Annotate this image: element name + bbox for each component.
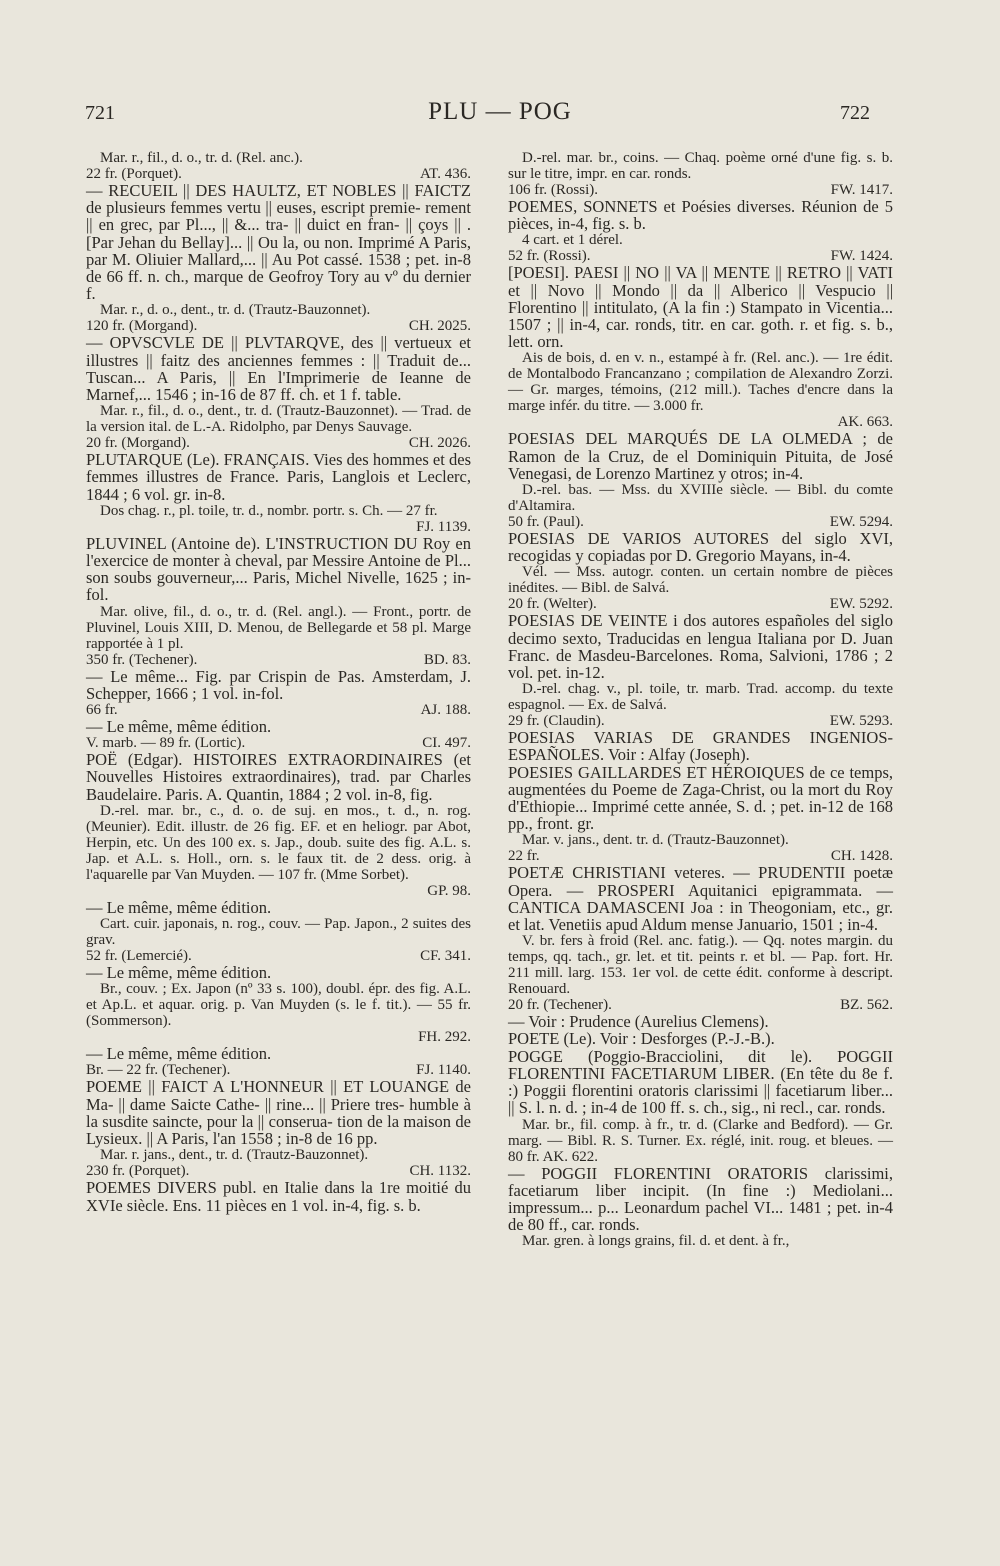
sale-reference: EW. 5292. bbox=[829, 596, 893, 613]
price-line bbox=[508, 414, 893, 430]
catalog-entry: POETÆ CHRISTIANI veteres. — PRUDENTII poetæ Opera. — PROSPERI Aquitanici epigrammata. — CANTICA DAMASCENI Joa : in Theogoniam, etc., gr. et lat. Venetiis apud Aldum mense Januario, 1501 ; in-4. bbox=[508, 863, 893, 935]
catalog-entry: POESIAS DEL MARQUÉS DE LA OLMEDA ; de Ramon de la Cruz, de el Dominiquin Pituita, de José Venegasi, de Lorenzo Martinez y otros; in-4. bbox=[508, 429, 893, 483]
entry-note: Mar. r. jans., dent., tr. d. (Trautz-Bauzonnet). bbox=[100, 1147, 369, 1164]
entry-note: D.-rel. bas. — Mss. du XVIIIe siècle. — Bibl. du comte d'Altamira. bbox=[508, 482, 893, 515]
sale-reference: FW. 1417. bbox=[830, 182, 893, 198]
sale-reference: BD. 83. bbox=[423, 651, 471, 668]
price-buyer: 20 fr. (Techener). bbox=[508, 997, 612, 1014]
price-line bbox=[86, 883, 471, 899]
price-line bbox=[508, 248, 893, 264]
price-line bbox=[508, 596, 893, 612]
catalog-entry: POESIAS DE VARIOS AUTORES del siglo XVI, recogidas y copiadas por D. Gregorio Mayans, in-4. bbox=[508, 529, 893, 566]
entry-note: Vél. — Mss. autogr. conten. un certain nombre de pièces inédites. — Bibl. de Salvá. bbox=[508, 564, 893, 597]
price-buyer: 52 fr. (Lemercié). bbox=[86, 948, 192, 965]
entry-note: Mar. gren. à longs grains, fil. d. et dent. à fr., bbox=[522, 1233, 790, 1250]
price-line bbox=[508, 713, 893, 729]
right-page-number: 722 bbox=[840, 102, 870, 124]
entry-note: Mar. r., d. o., dent., tr. d. (Trautz-Bauzonnet). bbox=[100, 302, 371, 319]
sale-reference: AK. 663. bbox=[837, 414, 893, 431]
sale-reference: BZ. 562. bbox=[840, 997, 893, 1014]
entry-note: Cart. cuir. japonais, n. rog., couv. — Pap. Japon., 2 suites des grav. bbox=[86, 916, 471, 949]
price-buyer: 20 fr. (Welter). bbox=[508, 596, 597, 613]
sale-reference: FW. 1424. bbox=[830, 248, 893, 265]
price-line bbox=[86, 735, 471, 751]
sale-reference: FJ. 1140. bbox=[416, 1062, 471, 1079]
entry-note: Dos chag. r., pl. toile, tr. d., nombr. portr. s. Ch. — 27 fr. bbox=[100, 502, 438, 519]
catalog-entry: — Le même, même édition. bbox=[86, 963, 272, 983]
sale-reference: CI. 497. bbox=[422, 735, 471, 752]
price-line bbox=[508, 514, 893, 530]
entry-note: Mar. r., fil., d. o., dent., tr. d. (Trautz-Bauzonnet). — Trad. de la version ital. de L.-A. Ridolpho, par Denys Sauvage. bbox=[86, 403, 471, 436]
catalog-entry: POETE (Le). Voir : Desforges (P.-J.-B.). bbox=[508, 1029, 775, 1049]
price-line bbox=[86, 1062, 471, 1078]
entry-note: V. br. fers à froid (Rel. anc. fatig.). — Qq. notes margin. du temps, qq. tach., gr. let. et tit. peints r. et bl. — Pap. fort. Hr. 211 mill. larg. 153. 1er vol. de cette édit. conforme à descript. Renouard. bbox=[508, 933, 893, 998]
left-column bbox=[86, 150, 471, 1214]
left-page-number: 721 bbox=[85, 102, 115, 124]
catalog-entry: — Le même, même édition. bbox=[86, 717, 272, 737]
price-line bbox=[86, 702, 471, 718]
entry-note: D.-rel. chag. v., pl. toile, tr. marb. Trad. accomp. du texte espagnol. — Ex. de Salvá. bbox=[508, 681, 893, 714]
price-buyer: 52 fr. (Rossi). bbox=[508, 248, 591, 265]
price-buyer: 350 fr. (Techener). bbox=[86, 651, 198, 668]
catalog-entry: — POGGII FLORENTINI ORATORIS clarissimi, facetiarum liber incipit. (In fine :) Mediolani... impressum... p... Leonardum pachel VI... 1481 ; pet. in-4 de 80 ff., car. ronds. bbox=[508, 1163, 893, 1235]
price-line bbox=[86, 519, 471, 535]
catalog-entry: — RECUEIL || DES HAULTZ, ET NOBLES || FAICTZ de plusieurs femmes vertu || euses, escript premie- rement || en grec, par Pl..., || &... tra- || duict en fran- || çoys || . [Par Jehan du Bellay]... || Ou la, ou non. Imprimé A Paris, par M. Oliuier Mallard,... || Au Pot cassé. 1538 ; pet. in-8 de 66 ff. n. ch., marque de Geofroy Tory au vº du dernier f. bbox=[86, 181, 471, 304]
catalog-entry: — Le même, même édition. bbox=[86, 897, 272, 917]
sale-reference: AT. 436. bbox=[420, 166, 471, 182]
sale-reference: AJ. 188. bbox=[420, 702, 471, 719]
price-line bbox=[86, 948, 471, 964]
sale-reference: CH. 1132. bbox=[409, 1163, 471, 1180]
sale-reference: EW. 5293. bbox=[829, 713, 893, 730]
running-title: PLU — POG bbox=[428, 98, 572, 125]
catalog-entry: POEME || FAICT A L'HONNEUR || ET LOUANGE de Ma- || dame Saicte Cathe- || rine... || Priere tres- humble à la susdite saincte, pour la || conserua- tion de la maison de Lysieux. || A Paris, l'an 1558 ; in-8 de 16 pp. bbox=[86, 1077, 471, 1149]
entry-note: 4 cart. et 1 dérel. bbox=[522, 232, 623, 249]
price-buyer: 29 fr. (Claudin). bbox=[508, 713, 605, 730]
entry-note: Ais de bois, d. en v. n., estampé à fr. (Rel. anc.). — 1re édit. de Montalbodo Francanzano ; compilation de Alexandro Zorzi. — Gr. marges, témoins, (212 mill.). Taches d'encre dans la marge infér. du titre. — 3.000 fr. bbox=[508, 350, 893, 415]
entry-note: D.-rel. mar. br., c., d. o. de suj. en mos., t. d., n. rog. (Meunier). Edit. illustr. de 26 fig. EF. et en heliogr. par Abot, Herpin, etc. Un des 100 ex. s. Jap., doub. suite des fig. A.L. s. Jap. et A.L. s. Holl., orn. s. le faux tit. de 2 dess. orig. à l'aquarelle par Van Muyden. — 107 fr. (Mme Sorbet). bbox=[86, 802, 471, 883]
catalog-entry: — Le même... Fig. par Crispin de Pas. Amsterdam, J. Schepper, 1666 ; 1 vol. in-fol. bbox=[86, 666, 471, 703]
price-line bbox=[86, 318, 471, 334]
catalog-entry: POESIAS DE VEINTE i dos autores españoles del siglo decimo sexto, Traducidas en lengua Italiana por D. Juan Franc. de Masdeu-Barcelones. Roma, Salvioni, 1786 ; 2 vol. pet. in-12. bbox=[508, 611, 893, 683]
price-buyer: V. marb. — 89 fr. (Lortic). bbox=[86, 735, 246, 752]
price-line bbox=[508, 182, 893, 198]
price-buyer: Br. — 22 fr. (Techener). bbox=[86, 1062, 231, 1079]
sale-reference: CF. 341. bbox=[420, 948, 471, 965]
price-buyer: 22 fr. bbox=[508, 848, 540, 865]
price-line bbox=[508, 997, 893, 1013]
entry-note: Mar. br., fil. comp. à fr., tr. d. (Clarke and Bedford). — Gr. marg. — Bibl. R. S. Turner. Ex. réglé, init. roug. et bleues. — 80 fr. AK. 622. bbox=[508, 1116, 893, 1165]
sale-reference: CH. 1428. bbox=[830, 848, 893, 865]
catalog-entry: POEMES DIVERS publ. en Italie dans la 1re moitié du XVIe siècle. Ens. 11 pièces en 1 vol. in-4, fig. s. b. bbox=[86, 1178, 471, 1215]
sale-reference: CH. 2026. bbox=[408, 435, 471, 452]
sale-reference: EW. 5294. bbox=[829, 514, 893, 531]
price-buyer: 120 fr. (Morgand). bbox=[86, 318, 198, 335]
price-buyer: 20 fr. (Morgand). bbox=[86, 435, 190, 452]
price-line bbox=[86, 1163, 471, 1179]
price-line bbox=[86, 435, 471, 451]
entry-note: D.-rel. mar. br., coins. — Chaq. poème orné d'une fig. s. b. sur le titre, impr. en car. ronds. bbox=[508, 150, 893, 182]
catalog-entry: POEMES, SONNETS et Poésies diverses. Réunion de 5 pièces, in-4, fig. s. b. bbox=[508, 197, 893, 234]
price-buyer: 50 fr. (Paul). bbox=[508, 514, 584, 531]
sale-reference: FH. 292. bbox=[418, 1029, 471, 1046]
right-column bbox=[508, 150, 893, 1249]
entry-note: Mar. olive, fil., d. o., tr. d. (Rel. angl.). — Front., portr. de Pluvinel, Louis XIII, D. Menou, de Bellegarde et 58 pl. Marge rapportée à 1 pl. bbox=[86, 603, 471, 652]
entry-note: Mar. v. jans., dent. tr. d. (Trautz-Bauzonnet). bbox=[522, 832, 789, 849]
catalog-entry: POË (Edgar). HISTOIRES EXTRAORDINAIRES (et Nouvelles Histoires extraordinaires), trad. par Charles Baudelaire. Paris. A. Quantin, 1884 ; 2 vol. in-8, fig. bbox=[86, 750, 471, 804]
sale-reference: CH. 2025. bbox=[408, 318, 471, 335]
price-buyer: 22 fr. (Porquet). bbox=[86, 166, 182, 182]
catalog-entry: [POESI]. PAESI || NO || VA || MENTE || RETRO || VATI et || Novo || Mondo || da || Alberico || Vespucio || Florentino || intitulato, (A la fin :) Stampato in Vicentia... 1507 ; || in-4, car. ronds, titr. en car. goth. r. et fig. s. b., lett. orn. bbox=[508, 263, 893, 352]
catalog-entry: POESIAS VARIAS DE GRANDES INGENIOS-ESPAÑOLES. Voir : Alfay (Joseph). bbox=[508, 728, 893, 765]
price-line bbox=[86, 652, 471, 668]
catalog-entry: — OPVSCVLE DE || PLVTARQVE, des || vertueux et illustres || faitz des anciennes femmes : || Traduit de... Tuscan... A Paris, || En l'Imprimerie de Ieanne de Marnef,... 1546 ; in-16 de 87 ff. ch. et 1 f. table. bbox=[86, 333, 471, 405]
price-buyer: 230 fr. (Porquet). bbox=[86, 1163, 190, 1180]
catalog-entry: — Le même, même édition. bbox=[86, 1044, 272, 1064]
catalog-entry: PLUTARQUE (Le). FRANÇAIS. Vies des hommes et des femmes illustres de France. Paris, Langlois et Leclerc, 1844 ; 6 vol. gr. in-8. bbox=[86, 450, 471, 504]
catalog-entry: PLUVINEL (Antoine de). L'INSTRUCTION DU Roy en l'exercice de monter à cheval, par Messire Antoine de Pl... son soubs gouverneur,... Paris, Michel Nivelle, 1625 ; in-fol. bbox=[86, 533, 471, 605]
price-line bbox=[86, 166, 471, 182]
price-buyer: 66 fr. bbox=[86, 702, 118, 719]
catalog-entry: POGGE (Poggio-Bracciolini, dit le). POGGII FLORENTINI FACETIARUM LIBER. (En tête du 8e f. :) Poggii florentini oratoris clarissimi || facetiarum liber... || S. l. n. d. ; in-4 de 100 ff. s. ch., sig., ni recl., car. ronds. bbox=[508, 1046, 893, 1118]
catalog-entry: — Voir : Prudence (Aurelius Clemens). bbox=[508, 1012, 769, 1032]
price-line bbox=[86, 1029, 471, 1045]
price-line bbox=[508, 848, 893, 864]
catalog-entry: POESIES GAILLARDES ET HÉROIQUES de ce temps, augmentées du Poeme de Zaga-Christ, ou la mort du Roy d'Ethiopie... Imprimé cette année, S. d. ; pet. in-12 de 168 pp., front. gr. bbox=[508, 762, 893, 834]
entry-note: Mar. r., fil., d. o., tr. d. (Rel. anc.). bbox=[100, 150, 303, 166]
sale-reference: GP. 98. bbox=[427, 882, 471, 899]
sale-reference: FJ. 1139. bbox=[416, 518, 471, 535]
entry-note: Br., couv. ; Ex. Japon (nº 33 s. 100), doubl. épr. des fig. A.L. et Ap.L. et aquar. orig. p. Van Muyden (s. le f. tit.). — 55 fr. (Sommerson). bbox=[86, 981, 471, 1030]
price-buyer: 106 fr. (Rossi). bbox=[508, 182, 598, 198]
